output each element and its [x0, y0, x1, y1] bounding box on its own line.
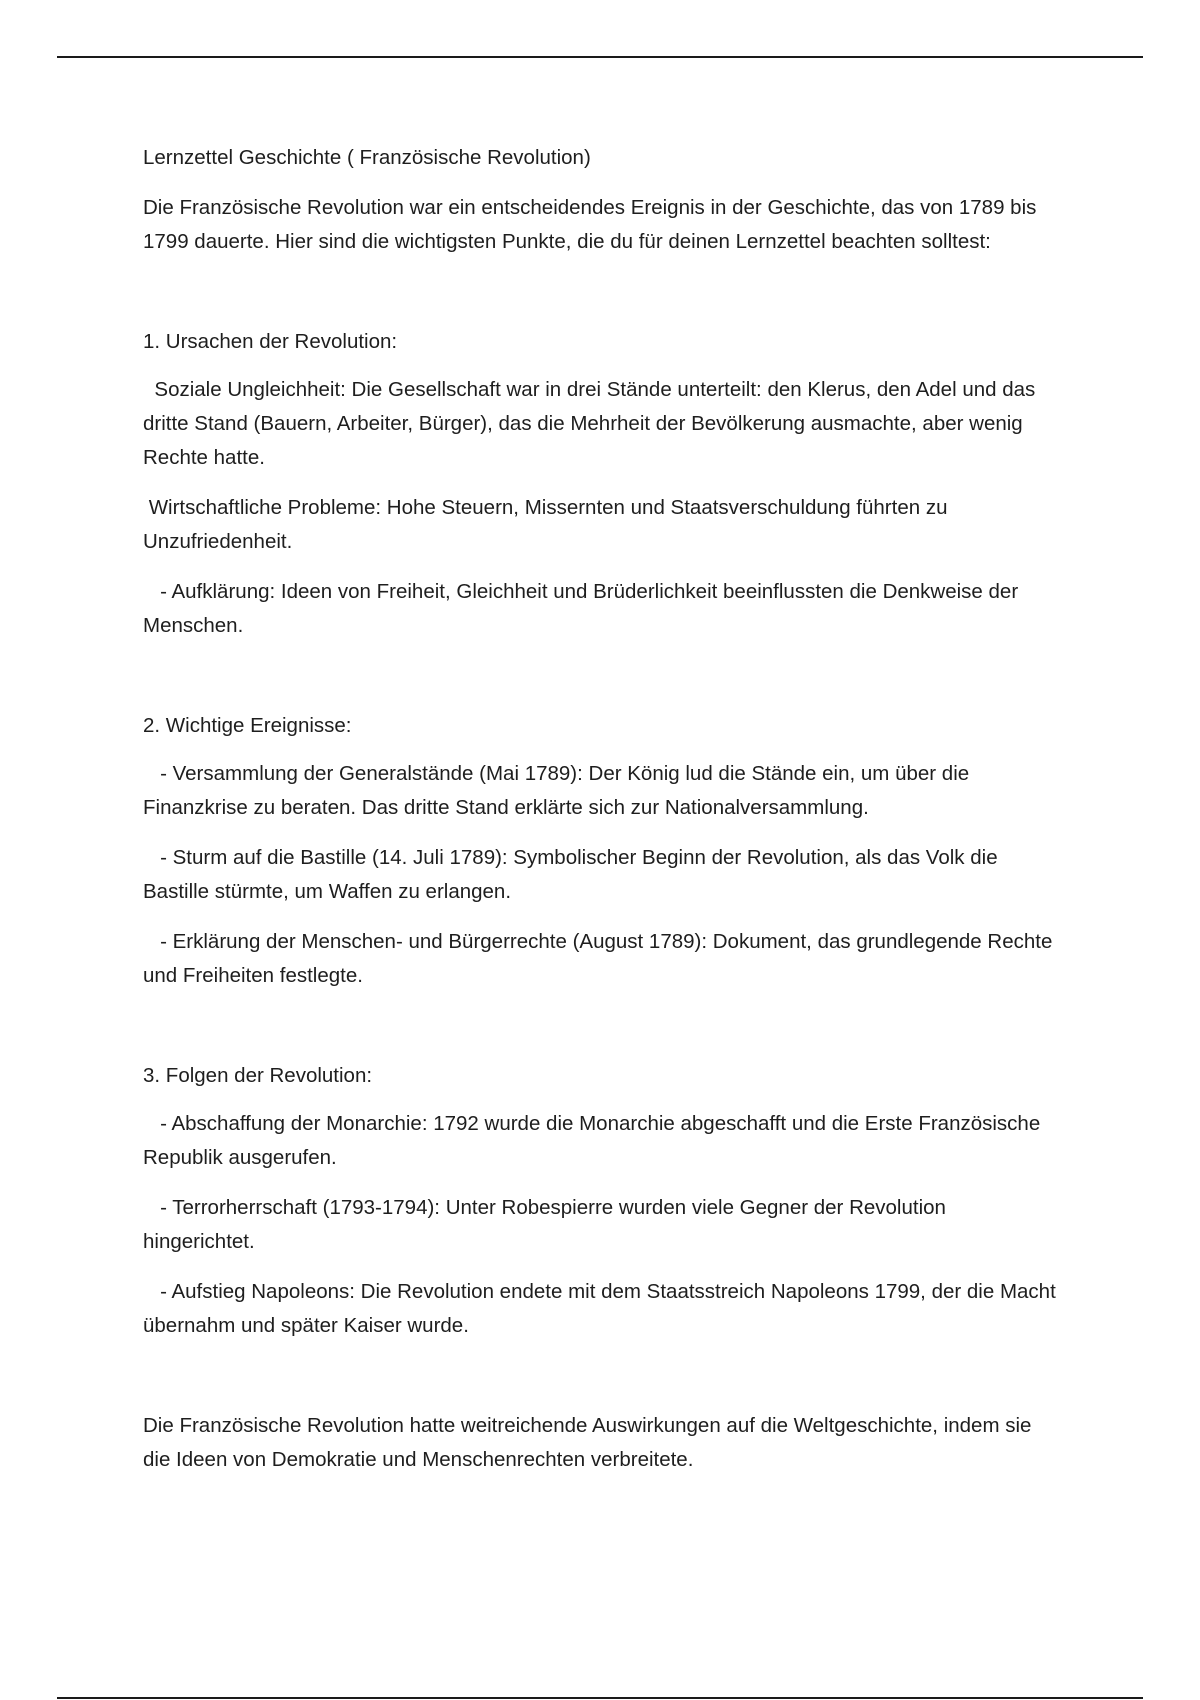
intro-paragraph: Die Französische Revolution war ein entscheidendes Ereignis in der Geschichte, das von 1789 bis 1799 dauerte. Hier sind die wichtigsten Punkte, die du für deinen Lernzettel beachten solltest:	[143, 196, 1043, 253]
list-item: Soziale Ungleichheit: Die Gesellschaft war in drei Stände unterteilt: den Klerus, den Adel und das dritte Stand (Bauern, Arbeiter, Bürger), das die Mehrheit der Bevölkerung ausmachte, aber wenig Rechte hatte.	[143, 378, 1041, 469]
section-events	[143, 709, 1063, 993]
list-item: Wirtschaftliche Probleme: Hohe Steuern, Missernten und Staatsverschuldung führten zu Unzufriedenheit.	[143, 496, 954, 553]
list-item: - Erklärung der Menschen- und Bürgerrechte (August 1789): Dokument, das grundlegende Rechte und Freiheiten festlegte.	[143, 930, 1059, 987]
list-item: - Abschaffung der Monarchie: 1792 wurde die Monarchie abgeschafft und die Erste Französische Republik ausgerufen.	[143, 1112, 1046, 1169]
conclusion-paragraph: Die Französische Revolution hatte weitreichende Auswirkungen auf die Weltgeschichte, indem sie die Ideen von Demokratie und Menschenrechten verbreitete.	[143, 1414, 1038, 1471]
section-heading: 3. Folgen der Revolution:	[143, 1064, 373, 1087]
section-heading: 2. Wichtige Ereignisse:	[143, 714, 352, 737]
list-item: - Sturm auf die Bastille (14. Juli 1789): Symbolischer Beginn der Revolution, als das Volk die Bastille stürmte, um Waffen zu erlangen.	[143, 846, 1004, 903]
bottom-rule	[57, 1697, 1143, 1699]
top-rule	[57, 56, 1143, 58]
document-title: Lernzettel Geschichte ( Französische Revolution)	[143, 146, 591, 169]
list-item: - Versammlung der Generalstände (Mai 1789): Der König lud die Stände ein, um über die Finanzkrise zu beraten. Das dritte Stand erklärte sich zur Nationalversammlung.	[143, 762, 975, 819]
list-item: - Aufstieg Napoleons: Die Revolution endete mit dem Staatsstreich Napoleons 1799, der die Macht übernahm und später Kaiser wurde.	[143, 1280, 1062, 1337]
section-heading: 1. Ursachen der Revolution:	[143, 330, 398, 353]
section-consequences	[143, 1059, 1063, 1343]
list-item: - Terrorherrschaft (1793-1794): Unter Robespierre wurden viele Gegner der Revolution hingerichtet.	[143, 1196, 952, 1253]
list-item: - Aufklärung: Ideen von Freiheit, Gleichheit und Brüderlichkeit beeinflussten die Denkweise der Menschen.	[143, 580, 1024, 637]
section-causes	[143, 325, 1063, 643]
document-body	[143, 141, 1063, 1477]
